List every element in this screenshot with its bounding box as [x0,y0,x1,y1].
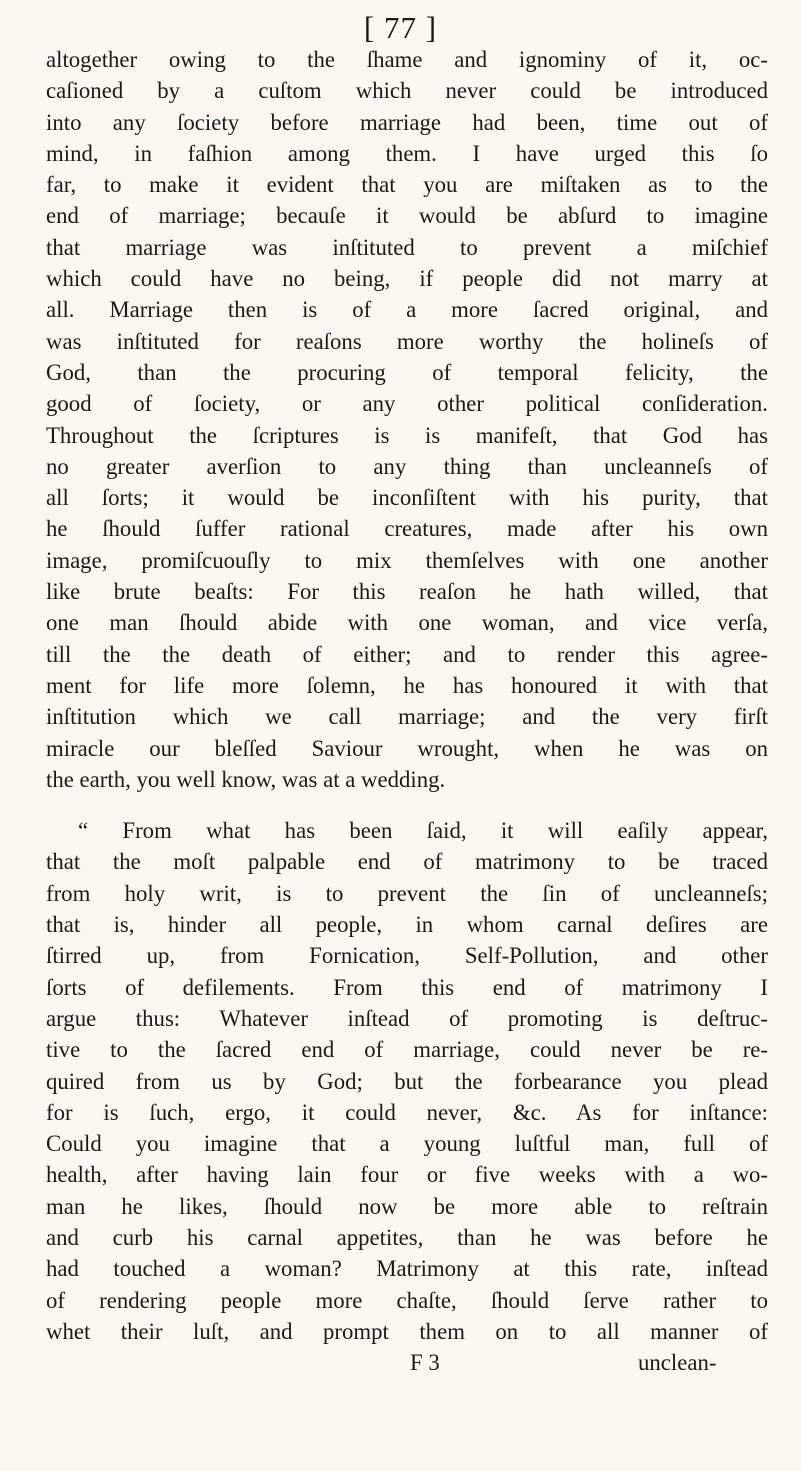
text-line: God, than the procuring of temporal felicity, the [46,359,768,385]
text-line: image, promiſcuouſly to mix themſelves with one another [46,547,768,573]
text-line: had touched a woman? Matrimony at this rate, inſtead [46,1256,768,1282]
text-line: of rendering people more chaſte, ſhould ſerve rather to [46,1287,768,1313]
text-line: and curb his carnal appetites, than he was before he [46,1224,768,1250]
text-line: health, after having lain four or five weeks with a wo- [46,1162,768,1188]
text-line: Could you imagine that a young luſtful man, full of [46,1131,768,1157]
text-line: all ſorts; it would be inconſiſtent with his purity, that [46,485,768,511]
text-line: into any ſociety before marriage had been, time out of [46,109,768,135]
text-line: which could have no being, if people did not marry at [46,266,768,292]
text-line: Throughout the ſcriptures is is manifeſt, that God has [46,422,768,448]
text-line: for is ſuch, ergo, it could never, &c. As for inſtance: [46,1099,768,1125]
text-line: all. Marriage then is of a more ſacred original, and [46,297,768,323]
text-line: whet their luſt, and prompt them on to all manner of [46,1318,768,1344]
text-line: like brute beaſts: For this reaſon he hath willed, that [46,579,768,605]
page-number: [ 77 ] [363,10,438,45]
body-text [46,44,768,1378]
text-line: man he likes, ſhould now be more able to reſtrain [46,1193,768,1219]
text-line: altogether owing to the ſhame and ignominy of it, oc- [46,47,768,72]
text-line: that the moſt palpable end of matrimony to be traced [46,849,768,875]
text-line: tive to the ſacred end of marriage, could never be re- [46,1037,768,1063]
text-line: ment for life more ſolemn, he has honoured it with that [46,672,768,698]
text-line: miracle our bleſſed Saviour wrought, when he was on [46,735,768,761]
text-line: from holy writ, is to prevent the ſin of uncleanneſs; [46,880,768,906]
text-line: caſioned by a cuſtom which never could be introduced [46,78,768,104]
paragraph-gap [46,795,768,815]
footer-line [46,1347,768,1378]
text-line: ſtirred up, from Fornication, Self-Pollution, and other [46,943,768,969]
text-line: the earth, you well know, was at a wedding. [46,766,446,792]
text-line: no greater averſion to any thing than uncleanneſs of [46,453,768,479]
text-line: was inſtituted for reaſons more worthy the holineſs of [46,328,768,354]
text-line: ſorts of defilements. From this end of matrimony I [46,974,768,1000]
text-line: mind, in faſhion among them. I have urged this ſo [46,140,768,166]
text-line: argue thus: Whatever inſtead of promoting is deſtruc- [46,1005,768,1031]
text-line: one man ſhould abide with one woman, and vice verſa, [46,610,768,636]
paragraph-2 [46,815,768,1347]
text-line: “ From what has been ſaid, it will eaſily appear, [78,818,768,844]
text-line: good of ſociety, or any other political conſideration. [46,391,768,417]
text-line: he ſhould ſuffer rational creatures, made after his own [46,516,768,542]
text-line: end of marriage; becauſe it would be abſurd to imagine [46,203,768,229]
catchword: unclean- [638,1350,717,1376]
paragraph-1 [46,44,768,795]
text-line: till the the death of either; and to render this agree- [46,641,768,667]
text-line: that is, hinder all people, in whom carnal deſires are [46,912,768,938]
text-line: inſtitution which we call marriage; and the very firſt [46,704,768,730]
text-line: that marriage was inſtituted to prevent a miſchief [46,234,768,260]
text-line: quired from us by God; but the forbearance you plead [46,1068,768,1094]
signature-mark: F 3 [410,1350,440,1376]
text-line: far, to make it evident that you are miſtaken as to the [46,172,768,198]
